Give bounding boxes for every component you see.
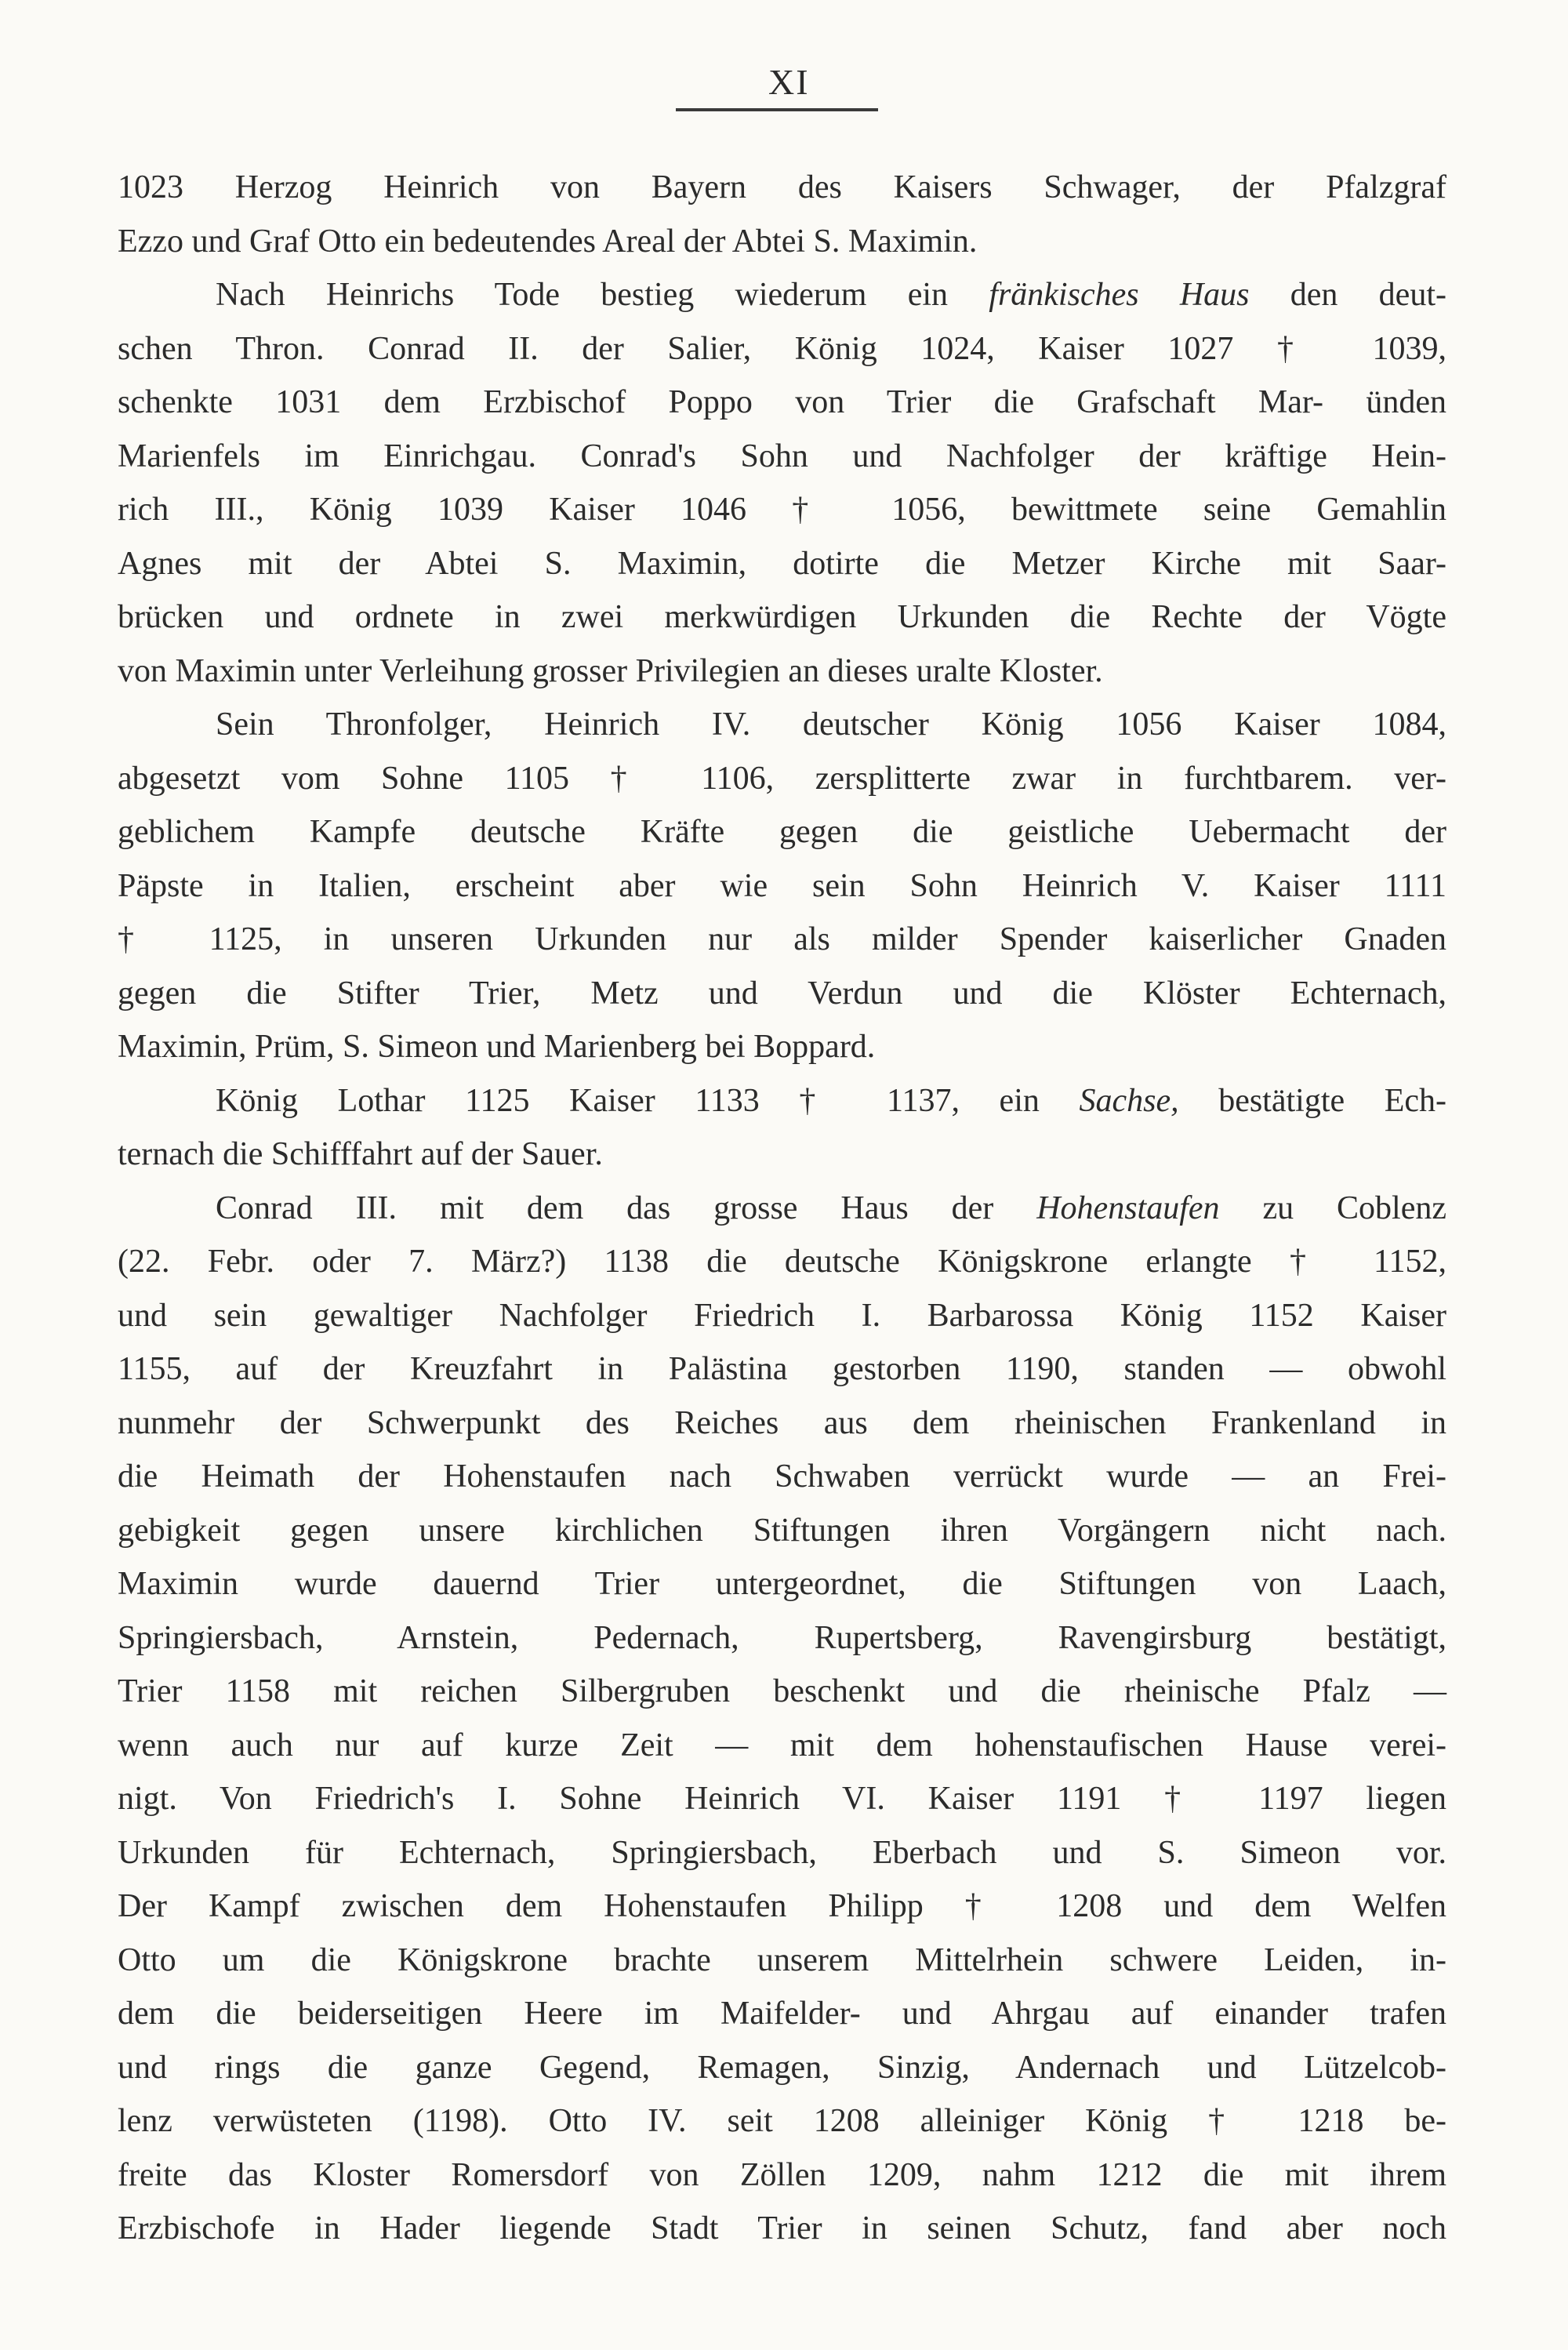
text-line (118, 268, 1446, 322)
text-line (118, 1182, 1446, 1236)
text-line (118, 161, 1446, 215)
line-text: freite das Kloster Romersdorf von Zöllen 1209, nahm 1212 die mit ihrem (118, 2156, 1446, 2193)
line-text: die Heimath der Hohenstaufen nach Schwaben verrückt wurde — an Frei- (118, 1458, 1446, 1495)
line-text: Nach Heinrichs Tode bestieg wiederum ein (216, 277, 989, 313)
text-line (118, 537, 1446, 591)
line-text: nunmehr der Schwerpunkt des Reiches aus dem rheinischen Frankenland in (118, 1404, 1446, 1441)
line-text: und sein gewaltiger Nachfolger Friedrich I. Barbarossa König 1152 Kaiser (118, 1297, 1446, 1334)
text-line (118, 1826, 1446, 1880)
line-text: 1023 Herzog Heinrich von Bayern des Kaisers Schwager, der Pfalzgraf (118, 169, 1446, 205)
text-line (118, 1504, 1446, 1558)
text-line (118, 752, 1446, 806)
line-text: (22. Febr. oder 7. März?) 1138 die deutsche Königskrone erlangte † 1152, (118, 1244, 1446, 1280)
text-line (118, 1074, 1446, 1128)
line-text: dem die beiderseitigen Heere im Maifelder- und Ahrgau auf einander trafen (118, 1996, 1446, 2032)
line-text: 1155, auf der Kreuzfahrt in Palästina gestorben 1190, standen — obwohl (118, 1351, 1446, 1387)
line-emphasis: fränkisches Haus (989, 277, 1250, 313)
line-text: Ezzo und Graf Otto ein bedeutendes Areal der Abtei S. Maximin. (118, 223, 978, 260)
line-text: brücken und ordnete in zwei merkwürdigen Urkunden die Rechte der Vögte (118, 599, 1446, 635)
text-line (118, 215, 1446, 269)
text-line (118, 859, 1446, 913)
line-text: Maximin wurde dauernd Trier untergeordnet, die Stiftungen von Laach, (118, 1566, 1446, 1602)
line-emphasis: Hohenstaufen (1036, 1190, 1220, 1226)
text-line (118, 1611, 1446, 1665)
header-rule (676, 108, 878, 111)
text-line (118, 1450, 1446, 1504)
line-emphasis: Sachse, (1079, 1082, 1179, 1119)
line-text: † 1125, in unseren Urkunden nur als milder Spender kaiserlicher Gnaden (118, 921, 1446, 957)
text-line (118, 1987, 1446, 2041)
line-text: König Lothar 1125 Kaiser 1133 † 1137, ein (216, 1082, 1080, 1119)
line-text: geblichem Kampfe deutsche Kräfte gegen die geistliche Uebermacht der (118, 814, 1446, 850)
text-line (118, 483, 1446, 537)
line-text: Marienfels im Einrichgau. Conrad's Sohn und Nachfolger der kräftige Hein- (118, 438, 1446, 474)
line-text: und rings die ganze Gegend, Remagen, Sinzig, Andernach und Lützelcob- (118, 2049, 1446, 2086)
text-line (118, 430, 1446, 484)
line-text: schen Thron. Conrad II. der Salier, König 1024, Kaiser 1027 † 1039, (118, 330, 1446, 367)
line-text: Päpste in Italien, erscheint aber wie sein Sohn Heinrich V. Kaiser 1111 (118, 867, 1446, 904)
line-text: Conrad III. mit dem das grosse Haus der (216, 1190, 1037, 1226)
line-text: gebigkeit gegen unsere kirchlichen Stiftungen ihren Vorgängern nicht nach. (118, 1512, 1446, 1549)
text-line (118, 1880, 1446, 1934)
line-text-after: bestätigte Ech- (1178, 1082, 1447, 1119)
text-line (118, 1719, 1446, 1773)
body-text (118, 161, 1446, 2256)
text-line (118, 1665, 1446, 1719)
line-text: Sein Thronfolger, Heinrich IV. deutscher König 1056 Kaiser 1084, (216, 706, 1446, 743)
text-line (118, 645, 1446, 699)
text-line (118, 698, 1446, 752)
text-line (118, 1128, 1446, 1182)
line-text: rich III., König 1039 Kaiser 1046 † 1056, bewittmete seine Gemahlin (118, 492, 1446, 528)
line-text: Maximin, Prüm, S. Simeon und Marienberg bei Boppard. (118, 1029, 876, 1065)
line-text-after: den deut- (1249, 277, 1446, 313)
text-line (118, 1342, 1446, 1397)
text-line (118, 2148, 1446, 2203)
line-text: schenkte 1031 dem Erzbischof Poppo von Trier die Grafschaft Mar- ünden (118, 384, 1446, 420)
line-text: gegen die Stifter Trier, Metz und Verdun und die Klöster Echternach, (118, 975, 1446, 1012)
text-line (118, 376, 1446, 430)
text-line (118, 1397, 1446, 1451)
text-line (118, 2202, 1446, 2256)
line-text: lenz verwüsteten (1198). Otto IV. seit 1208 alleiniger König † 1218 be- (118, 2103, 1446, 2139)
page-number: XI (768, 62, 810, 102)
text-line (118, 1772, 1446, 1826)
text-line (118, 322, 1446, 376)
line-text: Springiersbach, Arnstein, Pedernach, Rupertsberg, Ravengirsburg bestätigt, (118, 1619, 1446, 1656)
line-text: ternach die Schifffahrt auf der Sauer. (118, 1136, 603, 1172)
line-text: abgesetzt vom Sohne 1105 † 1106, zersplitterte zwar in furchtbarem. ver- (118, 760, 1446, 797)
text-line (118, 805, 1446, 859)
line-text: Trier 1158 mit reichen Silbergruben beschenkt und die rheinische Pfalz — (118, 1673, 1446, 1709)
line-text: Otto um die Königskrone brachte unserem Mittelrhein schwere Leiden, in- (118, 1941, 1446, 1978)
text-line (118, 1020, 1446, 1074)
line-text: von Maximin unter Verleihung grosser Privilegien an dieses uralte Kloster. (118, 652, 1103, 689)
text-line (118, 913, 1446, 967)
line-text-after: zu Coblenz (1219, 1190, 1447, 1226)
line-text: Der Kampf zwischen dem Hohenstaufen Philipp † 1208 und dem Welfen (118, 1888, 1446, 1924)
line-text: Agnes mit der Abtei S. Maximin, dotirte die Metzer Kirche mit Saar- (118, 545, 1446, 582)
line-text: Erzbischofe in Hader liegende Stadt Trier in seinen Schutz, fand aber noch (118, 2210, 1446, 2246)
text-line (118, 2041, 1446, 2095)
text-line (118, 967, 1446, 1021)
text-line (118, 590, 1446, 645)
text-line (118, 1235, 1446, 1289)
text-line (118, 1934, 1446, 1988)
text-line (118, 1289, 1446, 1343)
text-line (118, 1557, 1446, 1611)
line-text: Urkunden für Echternach, Springiersbach, Eberbach und S. Simeon vor. (118, 1834, 1446, 1871)
line-text: wenn auch nur auf kurze Zeit — mit dem hohenstaufischen Hause verei- (118, 1727, 1446, 1763)
text-line (118, 2094, 1446, 2148)
line-text: nigt. Von Friedrich's I. Sohne Heinrich VI. Kaiser 1191 † 1197 liegen (118, 1781, 1446, 1817)
